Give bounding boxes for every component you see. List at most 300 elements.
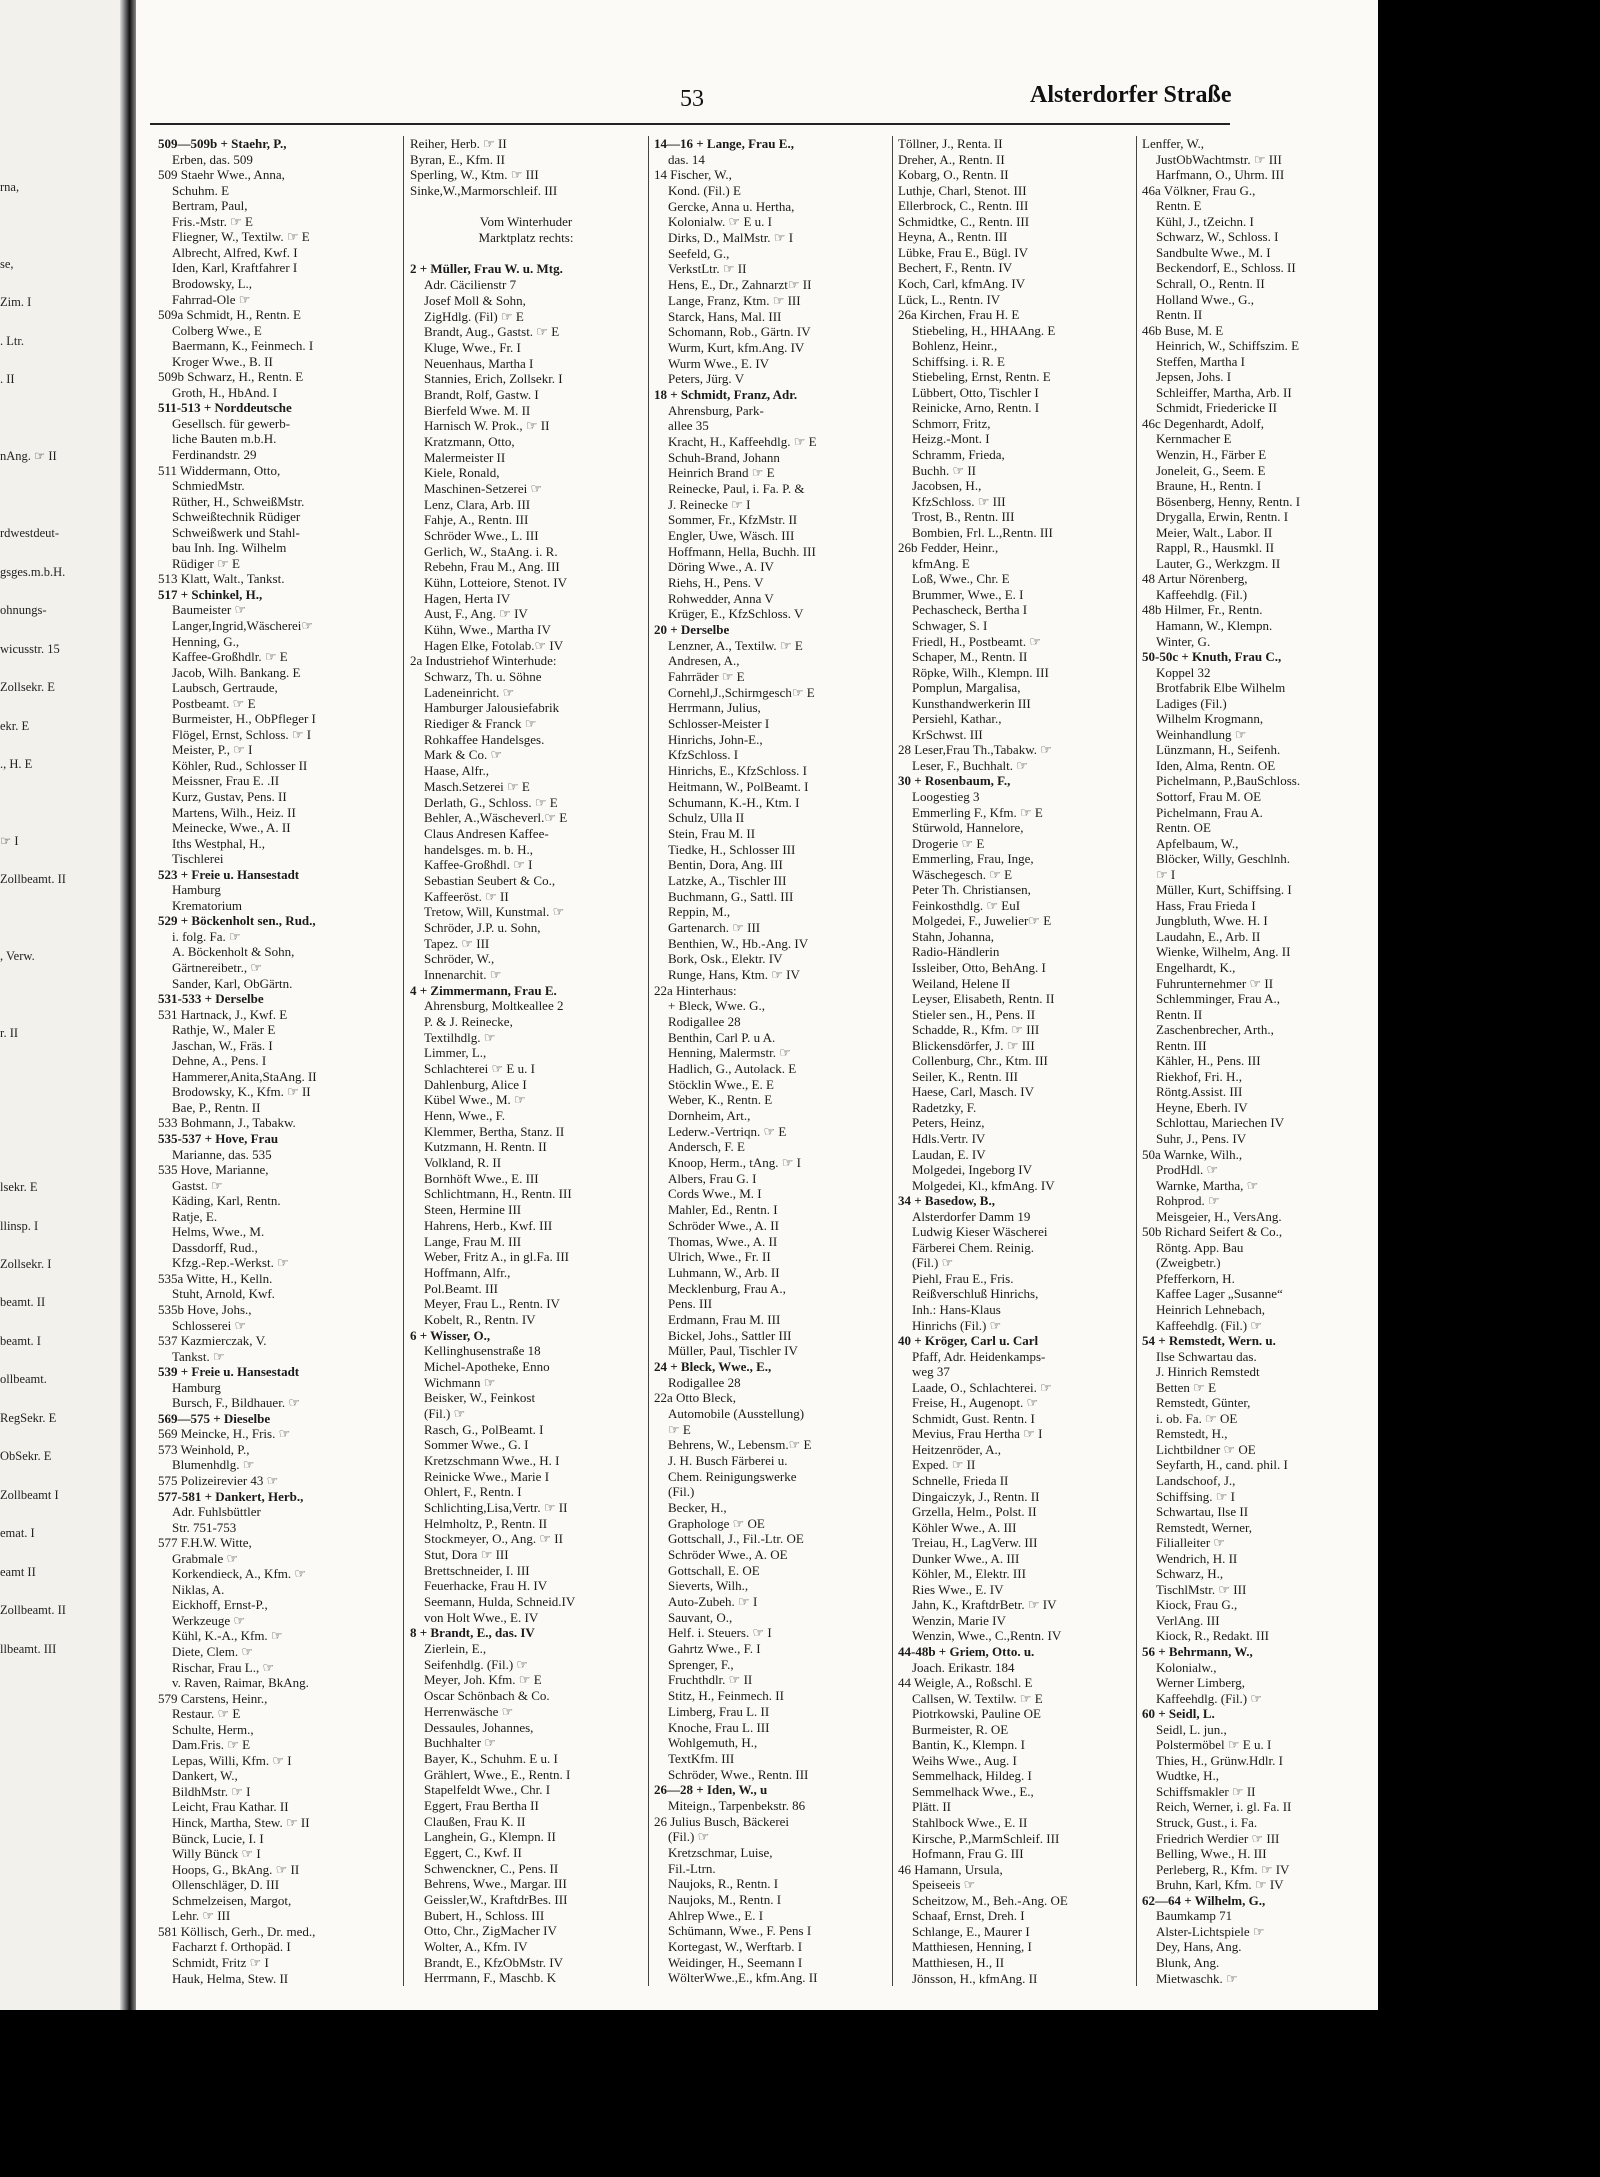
directory-line: Lichtbildner ☞ OE [1156,1441,1256,1457]
directory-line: Schrall, O., Rentn. II [1156,275,1265,291]
directory-line: VerkstLtr. ☞ II [668,261,747,277]
directory-line: Rentn. II [1156,307,1203,322]
adjacent-page-line: ., H. E [0,756,33,771]
directory-line: 24 + Bleck, Wwe., E., [654,1358,772,1374]
directory-line: Heinrich, W., Schiffszim. E [1156,338,1300,354]
directory-line: Loß, Wwe., Chr. E [912,571,1010,587]
directory-line: Facharzt f. Orthopäd. I [172,1939,291,1955]
directory-column-1 [158,136,396,1986]
directory-line: Herrenwäsche ☞ [424,1703,514,1719]
directory-line: Rathje, W., Maler E [172,1022,276,1038]
directory-line: Rasch, G., PolBeamt. I [424,1421,544,1437]
directory-line: Stapelfeldt Wwe., Chr. I [424,1782,551,1798]
directory-line: Stahn, Johanna, [912,928,994,944]
directory-line: Landschoof, J., [1156,1473,1236,1488]
directory-line: handelsges. m. b. H., [424,841,534,857]
directory-line: Kretzschmann Wwe., H. I [424,1452,560,1468]
directory-line: Ahlrep Wwe., E. I [668,1907,764,1923]
directory-line: Inh.: Hans-Klaus [912,1302,1001,1317]
directory-line: Sommer Wwe., G. I [424,1437,529,1453]
directory-line: Schomann, Rob., Gärtn. IV [668,324,811,340]
directory-line: Müller, Paul, Tischler IV [668,1343,798,1359]
directory-line: Meisgeier, H., VersAng. [1156,1208,1282,1224]
directory-line: Lepas, Willi, Kfm. ☞ I [172,1752,292,1768]
directory-line: Kaffee Lager „Susanne“ [1156,1286,1283,1302]
adjacent-page-line: llinsp. I [0,1218,39,1233]
directory-line: Schiffsing. ☞ I [1156,1488,1235,1504]
adjacent-page-line: beamt. I [0,1333,41,1348]
directory-line: Schlottau, Mariechen IV [1156,1115,1285,1131]
directory-line: Röntg. App. Bau [1156,1239,1244,1255]
directory-line: 62—64 + Wilhelm, G., [1142,1892,1266,1908]
directory-line: Hinck, Martha, Stew. ☞ II [172,1815,310,1830]
directory-line: Masch.Setzerei ☞ E [424,778,530,794]
directory-line: Dreher, A., Rentn. II [898,151,1005,167]
adjacent-page-line: nAng. ☞ II [0,449,57,464]
directory-line: Stein, Frau M. II [668,825,756,841]
directory-line: 569 Meincke, H., Fris. ☞ [158,1426,291,1442]
directory-line: Kutzmann, H. Rentn. II [424,1139,547,1155]
directory-line: Sprenger, F., [668,1656,734,1672]
directory-line: Str. 751-753 [172,1519,237,1535]
directory-line: Färberei Chem. Reinig. [912,1239,1035,1255]
directory-line: Kaffeehdlg. (Fil.) ☞ [1156,1690,1262,1706]
directory-line: Schaaf, Ernst, Dreh. I [912,1908,1025,1924]
directory-line: 56 + Behrmann, W., [1142,1644,1253,1659]
adjacent-page-line: Zim. I [0,295,32,310]
directory-line: i. folg. Fa. ☞ [172,928,241,944]
directory-line: Geissler,W., KraftdrBes. III [424,1891,568,1907]
adjacent-page-line: rna, [0,180,20,194]
directory-line: Köhler, Rud., Schlosser II [172,757,308,773]
directory-line: 535a Witte, H., Kelln. [158,1270,273,1286]
directory-line: Drygalla, Erwin, Rentn. I [1156,509,1289,525]
directory-line: Henn, Wwe., F. [424,1108,506,1123]
directory-line: Belling, Wwe., H. III [1156,1846,1267,1862]
directory-line: Albrecht, Alfred, Kwf. I [172,244,298,260]
directory-line: Schwartau, Ilse II [1156,1504,1249,1520]
directory-line: TischlMstr. ☞ III [1156,1581,1247,1597]
directory-line: 509b Schwarz, H., Rentn. E [158,369,304,385]
directory-line: Semmelhack, Hildeg. I [912,1768,1032,1784]
directory-line: Heyna, A., Rentn. III [898,229,1008,245]
directory-line: 577 F.H.W. Witte, [158,1535,252,1551]
directory-line: Limberg, Frau L. II [668,1703,770,1719]
directory-line: 46c Degenhardt, Adolf, [1142,415,1265,431]
directory-line: Reinicke, Arno, Rentn. I [912,400,1040,416]
directory-line: 14 Fischer, W., [654,167,732,183]
directory-line: Gerlich, W., StaAng. i. R. [424,543,558,559]
directory-line: Erben, das. 509 [172,151,253,167]
directory-line: Reich, Werner, i. gl. Fa. II [1156,1799,1292,1815]
directory-line: ☞ E [668,1421,691,1437]
directory-line: Postbeamt. ☞ E [172,695,256,711]
directory-line: 2a Industriehof Winterhude: [410,653,557,669]
adjacent-page-strip [0,0,120,2010]
directory-line: 40 + Kröger, Carl u. Carl [898,1333,1039,1349]
directory-line: Müller, Kurt, Schiffsing. I [1156,882,1292,898]
directory-line: Schaper, M., Rentn. II [912,649,1028,664]
directory-line: Rappl, R., Hausmkl. II [1156,540,1275,556]
directory-line: Rentn. II [1156,1006,1203,1022]
directory-line: Trost, B., Rentn. III [912,509,1015,525]
directory-line: Schröder, Wwe., Rentn. III [668,1766,809,1782]
directory-line: Bohlenz, Heinr., [912,338,998,354]
directory-line: J. H. Busch Färberei u. [668,1452,788,1468]
directory-line: Korkendieck, A., Kfm. ☞ [172,1566,307,1582]
directory-line: Hofmann, Frau G. III [912,1846,1024,1862]
directory-line: Willy Bünck ☞ I [172,1846,261,1862]
directory-line: Brodowsky, L., [172,275,253,291]
directory-line: Rischar, Frau L., ☞ [172,1659,275,1675]
directory-line: Langhein, G., Klempn. II [424,1829,556,1845]
directory-line: J. Reinecke ☞ I [668,496,751,512]
directory-line: Gesellsch. für gewerb- [172,415,291,431]
directory-line: Hdls.Vertr. IV [912,1131,986,1146]
directory-line: Schlemminger, Frau A., [1156,991,1281,1006]
street-title: Alsterdorfer Straße [1030,82,1232,108]
directory-line: Fris.-Mstr. ☞ E [172,213,253,229]
directory-line: Kunsthandwerkerin III [912,695,1031,711]
directory-line: Gercke, Anna u. Hertha, [668,198,795,214]
directory-line: Dam.Fris. ☞ E [172,1737,251,1753]
directory-line: Werkzeuge ☞ [172,1612,246,1628]
directory-line: Sauvant, O., [668,1609,733,1625]
directory-line: Gastst. ☞ [172,1177,223,1193]
directory-line: Schmelzeisen, Margot, [172,1892,292,1908]
directory-line: weg 37 [912,1364,950,1380]
directory-line: Lübke, Frau E., Bügl. IV [898,244,1028,260]
directory-line: Helms, Wwe., M. [172,1224,265,1240]
directory-line: Kiele, Ronald, [424,465,500,481]
directory-line: Rebehn, Frau M., Ang. III [424,559,560,575]
directory-line: P. & J. Reinecke, [424,1014,513,1029]
directory-line: Riediger & Franck ☞ [424,716,537,732]
directory-line: Ferdinandstr. 29 [172,446,257,462]
directory-line: Seyfarth, H., cand. phil. I [1156,1457,1288,1473]
directory-line: Iden, Alma, Rentn. OE [1156,757,1276,773]
column-divider [892,136,893,1986]
directory-line: Kaffee-Großhdl. ☞ I [424,857,533,873]
directory-line: Stieler sen., H., Pens. II [912,1006,1036,1022]
directory-line: Hauk, Helma, Stew. II [172,1970,289,1986]
directory-line: Betten ☞ E [1156,1379,1217,1395]
directory-line: 523 + Freie u. Hansestadt [158,866,300,882]
directory-line: Schröder Wwe., A. OE [668,1547,788,1562]
adjacent-page-line: Zollbeamt. II [0,872,66,887]
directory-line: 4 + Zimmermann, Frau E. [410,982,557,998]
directory-line: Schmidt, Fritz ☞ I [172,1954,269,1970]
directory-line: Bruhn, Karl, Kfm. ☞ IV [1156,1877,1284,1893]
directory-line: Krüger, E., KfzSchloss. V [668,606,804,622]
directory-line: Buchh. ☞ II [912,462,977,478]
directory-line: Byran, E., Kfm. II [410,151,505,167]
directory-line: Dunker Wwe., A. III [912,1550,1020,1566]
directory-line: 26—28 + Iden, W., u [654,1782,768,1798]
directory-line: Treiau, H., LagVerw. III [912,1535,1038,1551]
directory-line: Dey, Hans, Ang. [1156,1939,1242,1955]
page-number: 53 [680,86,704,112]
directory-line: Ladeneinricht. ☞ [424,684,515,700]
directory-line: 44-48b + Griem, Otto. u. [898,1644,1035,1659]
directory-line: Reinecke, Paul, i. Fa. P. & [668,480,805,496]
directory-line: Wolter, A., Kfm. IV [424,1939,528,1954]
directory-line: Rohkaffee Handelsges. [424,731,545,747]
directory-line: A. Böckenholt & Sohn, [172,944,295,960]
directory-line: Kracht, H., Kaffeehdlg. ☞ E [668,433,817,449]
directory-line: Werner Limberg, [1156,1675,1245,1691]
directory-line: Mietwaschk. ☞ [1156,1970,1238,1986]
directory-line: Braune, H., Rentn. I [1156,478,1262,493]
directory-line: Pens. III [668,1296,713,1312]
directory-line: Kiock, R., Redakt. III [1156,1628,1270,1644]
directory-line: Wichmann ☞ [424,1374,496,1390]
directory-line: Apfelbaum, W., [1156,835,1239,851]
directory-line: Döring Wwe., A. IV [668,559,774,575]
adjacent-page-line: RegSekr. E [0,1410,57,1425]
directory-line: Stöcklin Wwe., E. E [668,1076,774,1092]
directory-line: Thies, H., Grünw.Hdlr. I [1156,1752,1283,1768]
directory-line: Töllner, J., Renta. II [898,136,1003,151]
directory-line: Bickel, Johs., Sattler III [668,1327,792,1343]
directory-line: Reißverschluß Hinrichs, [912,1286,1039,1302]
directory-line: Alster-Lichtspiele ☞ [1156,1923,1265,1939]
directory-line: 22a Hinterhaus: [654,982,737,998]
directory-line: Reppin, M., [668,904,731,920]
directory-line: Hagen, Herta IV [424,590,511,606]
adjacent-page-line: eamt II [0,1564,36,1579]
directory-line: KrSchwst. III [912,726,983,742]
directory-line: Schwenckner, C., Pens. II [424,1860,559,1876]
directory-line: Kaffeehdlg. (Fil.) [1156,586,1248,602]
directory-line: Sinke,W.,Marmorschleif. III [410,183,558,198]
directory-line: 535 Hove, Marianne, [158,1162,269,1178]
directory-line: Hinrichs, John-E., [668,731,763,747]
directory-line: Plätt. II [912,1799,951,1815]
directory-line: Schulte, Herm., [172,1721,254,1737]
adjacent-page-line: emat. I [0,1526,35,1541]
directory-line: Neuenhaus, Martha I [424,355,534,371]
directory-line: Hass, Frau Frieda I [1156,897,1256,913]
directory-line: Steen, Hermine III [424,1202,522,1218]
directory-line: Weber, Fritz A., in gl.Fa. III [424,1249,570,1265]
directory-line: Pomplun, Margalisa, [912,680,1021,696]
adjacent-page-line: lsekr. E [0,1180,38,1194]
directory-line: 509 Staehr Wwe., Anna, [158,167,285,183]
directory-line: Lange, Frau M. III [424,1233,522,1249]
directory-line: Rentn. OE [1156,820,1211,835]
directory-line: Brettschneider, I. III [424,1562,530,1578]
directory-line: Ladiges (Fil.) [1156,695,1227,711]
directory-line: Matthiesen, H., II [912,1954,1005,1970]
directory-line: Lübbert, Otto, Tischler I [912,384,1039,400]
directory-line: Schmidt, Gust. Rentn. I [912,1410,1035,1426]
directory-line: Blickensdörfer, J. ☞ III [912,1037,1035,1053]
directory-line: Scheitzow, M., Beh.-Ang. OE [912,1892,1068,1908]
directory-line: Sottorf, Frau M. OE [1156,788,1262,804]
directory-line: Cornehl,J.,Schirmgesch☞ E [668,684,815,700]
directory-line: liche Bauten m.b.H. [172,431,277,447]
directory-line: J. Hinrich Remstedt [1156,1364,1260,1380]
directory-line: Seifenhdlg. (Fil.) ☞ [424,1656,529,1672]
directory-line: Stitz, H., Feinmech. II [668,1688,784,1704]
directory-line: Hagen Elke, Fotolab.☞ IV [424,637,564,653]
directory-line: SchmiedMstr. [172,478,245,493]
directory-line: 46b Buse, M. E [1142,322,1224,338]
adjacent-page-line: ekr. E [0,718,30,733]
directory-line: Gottschall, J., Fil.-Ltr. OE [668,1531,804,1547]
directory-line: Remstedt, H., [1156,1426,1228,1442]
directory-line: Eggert, C., Kwf. II [424,1844,522,1860]
directory-line: Ries Wwe., E. IV [912,1581,1004,1597]
directory-line: Collenburg, Chr., Ktm. III [912,1053,1048,1069]
directory-line: Callsen, W. Textilw. ☞ E [912,1690,1043,1706]
directory-line: von Holt Wwe., E. IV [424,1609,539,1625]
directory-line: Schlichtmann, H., Rentn. III [424,1186,572,1202]
directory-line: Luhmann, W., Arb. II [668,1264,780,1280]
directory-line: Dirks, D., MalMstr. ☞ I [668,230,794,246]
column-divider [403,136,404,1986]
directory-line: 509—509b + Staehr, P., [158,136,287,151]
directory-line: Dahlenburg, Alice I [424,1076,527,1092]
directory-line: Lange, Franz, Ktm. ☞ III [668,292,801,308]
directory-line: WölterWwe.,E., kfm.Ang. II [668,1970,818,1986]
directory-line: Weber, K., Rentn. E [668,1092,773,1108]
directory-line: Volkland, R. II [424,1155,502,1171]
directory-line: Stahlbock Wwe., E. II [912,1815,1028,1830]
directory-line: Haese, Carl, Masch. IV [912,1084,1035,1100]
directory-line: (Fil.) ☞ [668,1829,710,1845]
directory-line: 579 Carstens, Heinr., [158,1690,268,1706]
directory-line: Loogestieg 3 [912,788,980,804]
directory-line: Kaffee-Großhdlr. ☞ E [172,649,288,664]
directory-line: allee 35 [668,418,709,434]
directory-line: 60 + Seidl, L. [1142,1706,1215,1722]
directory-line: bau Inh. Ing. Wilhelm [172,540,287,556]
directory-line: Schiffsmakler ☞ II [1156,1783,1256,1799]
directory-line: Kiock, Frau G., [1156,1597,1238,1613]
directory-line: Dessaules, Johannes, [424,1719,534,1735]
directory-line: Dehne, A., Pens. I [172,1053,267,1069]
directory-line: Kurz, Gustav, Pens. II [172,788,287,804]
directory-line: Adr. Cäcilienstr 7 [424,277,517,293]
directory-column-2 [410,136,642,1986]
directory-line: Erdmann, Frau M. III [668,1311,781,1327]
directory-line: Martens, Wilh., Heiz. II [172,804,296,820]
directory-line: i. ob. Fa. ☞ OE [1156,1410,1238,1426]
directory-line: Tapez. ☞ III [424,935,490,951]
directory-line: Ahrensburg, Park- [668,402,764,418]
directory-line: Wienke, Wilhelm, Ang. II [1156,944,1291,960]
directory-line: 46a Völkner, Frau G., [1142,182,1256,198]
directory-line: Reiher, Herb. ☞ II [410,136,507,151]
adjacent-page-line: . Ltr. [0,333,24,348]
directory-line: Josef Moll & Sohn, [424,292,526,308]
directory-line: Sommer, Fr., KfzMstr. II [668,512,798,528]
directory-line: Schwarz, H., [1156,1566,1224,1582]
directory-line: Winter, G. [1156,633,1211,649]
directory-line: Baermann, K., Feinmech. I [172,338,314,354]
directory-line: Pol.Beamt. III [424,1280,499,1296]
adjacent-page-line: ollbeamt. [0,1372,47,1387]
directory-line: Koch, Carl, kfmAng. IV [898,275,1026,291]
directory-line: kfmAng. E [912,555,970,571]
directory-line: Schmorr, Fritz, [912,415,991,431]
directory-line: Stockmeyer, O., Ang. ☞ II [424,1531,563,1547]
directory-line: Jepsen, Johs. I [1156,369,1232,385]
directory-line: Otto, Chr., ZigMacher IV [424,1923,557,1939]
directory-line: 18 + Schmidt, Franz, Adr. [654,386,798,402]
directory-line: Kühl, K.-A., Kfm. ☞ [172,1628,283,1644]
directory-line: Schröder Wwe., A. II [668,1217,779,1233]
directory-line: Kirsche, P.,MarmSchleif. III [912,1830,1060,1846]
directory-line: das. 14 [668,151,705,167]
directory-line: Seidl, L. jun., [1156,1721,1227,1737]
directory-line: 26 Julius Busch, Bäckerei [654,1813,790,1829]
directory-line: Hamburg [172,1379,221,1395]
directory-line: Stiebeling, H., HHAAng. E [912,322,1056,338]
directory-line: Meyer, Joh. Kfm. ☞ E [424,1672,542,1688]
directory-line: Dankert, W., [172,1768,238,1784]
directory-line: Kaffeeröst. ☞ II [424,888,509,904]
directory-line: Klemmer, Bertha, Stanz. II [424,1123,565,1139]
directory-line: Persiehl, Kathar., [912,711,1002,727]
directory-line: Bornhöft Wwe., E. III [424,1170,539,1186]
adjacent-page-line: , Verw. [0,949,35,964]
directory-line: Schweißtechnik Rüdiger [172,509,301,525]
directory-line: Engelhardt, K., [1156,959,1236,975]
directory-line: Behrens, Wwe., Margar. III [424,1876,567,1892]
directory-line: Marianne, das. 535 [172,1146,272,1162]
directory-line: Latzke, A., Tischler III [668,872,787,888]
directory-line: Tretow, Will, Kunstmal. ☞ [424,904,565,920]
directory-line: 531 Hartnack, J., Kwf. E [158,1006,288,1022]
directory-line: Ellerbrock, C., Rentn. III [898,198,1029,214]
directory-line: Kellinghusenstraße 18 [424,1343,541,1359]
directory-line: Dingaiczyk, J., Rentn. II [912,1488,1040,1504]
directory-line: Heinrich Lehnebach, [1156,1302,1266,1317]
directory-line: 581 Köllisch, Gerh., Dr. med., [158,1923,316,1939]
directory-line: Rohprod. ☞ [1156,1193,1220,1209]
directory-line: Luthje, Charl, Stenot. III [898,182,1027,198]
directory-line: Mevius, Frau Hertha ☞ I [912,1426,1043,1442]
directory-line: Benthien, W., Hb.-Ang. IV [668,935,809,951]
directory-line: ZigHdlg. (Fil) ☞ E [424,308,524,324]
adjacent-page-line: Zollbeamt. II [0,1603,66,1618]
directory-line: 44 Weigle, A., Roßschl. E [898,1675,1033,1691]
directory-line: Andersch, F. E [668,1139,745,1155]
directory-line: Mecklenburg, Frau A., [668,1280,786,1296]
directory-line: Molgedei, Ingeborg IV [912,1162,1032,1178]
directory-line: Claus Andresen Kaffee- [424,825,549,841]
directory-line: BildhMstr. ☞ I [172,1783,251,1799]
directory-line: Ratje, E. [172,1208,218,1224]
directory-line: Fruchthdlr. ☞ II [668,1672,753,1688]
directory-line: Pfefferkorn, H. [1156,1270,1235,1286]
directory-line: Auto-Zubeh. ☞ I [668,1594,758,1610]
adjacent-page-line: Zollsekr. I [0,1256,52,1271]
directory-line: Schmidtke, C., Rentn. III [898,213,1030,229]
directory-line: Bünck, Lucie, I. I [172,1830,264,1846]
directory-line: Kroger Wwe., B. II [172,353,273,369]
directory-line: 50b Richard Seifert & Co., [1142,1224,1283,1240]
directory-line: Zaschenbrecher, Arth., [1156,1022,1274,1038]
directory-line: Laubsch, Gertraude, [172,680,278,696]
directory-line: Schwarz, W., Schloss. I [1156,229,1279,245]
directory-line: Eggert, Frau Bertha II [424,1797,539,1813]
directory-line: Käding, Karl, Rentn. [172,1193,281,1209]
directory-line: Heinrich Brand ☞ E [668,465,775,481]
